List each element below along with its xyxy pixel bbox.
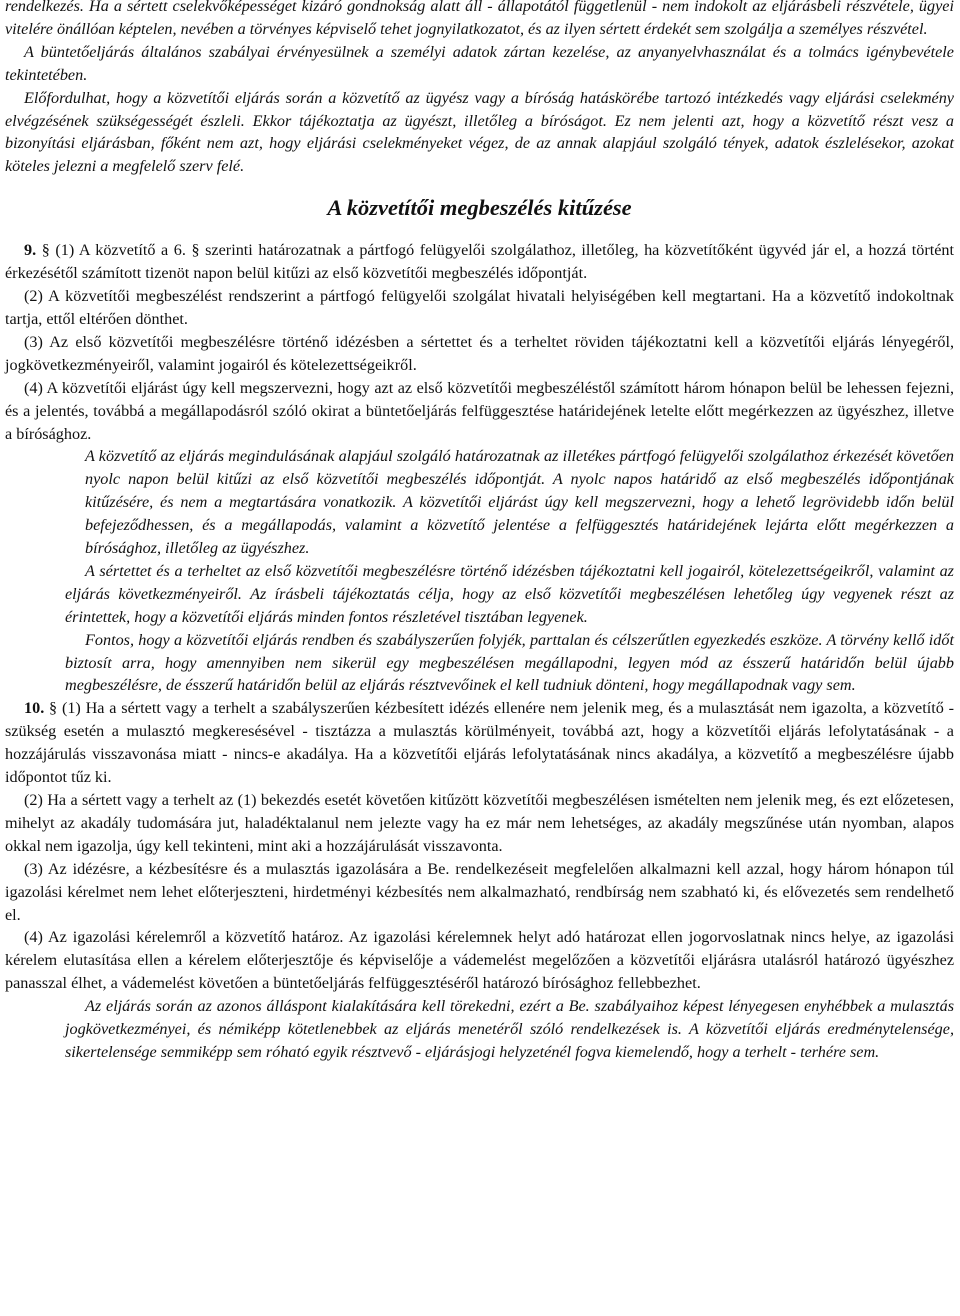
section-9-paragraph-1 xyxy=(5,239,954,285)
section-9-paragraph-4: (4) A közvetítői eljárást úgy kell megszervezni, hogy azt az első közvetítői megbeszéléstől számított három hónapon belül be lehessen fejezni, és a jelentés, továbbá a megállapodásról szóló okirat a büntetőeljárás felfüggesztése határidejének letelte előtt megérkezzen az ügyészhez, illetve a bírósághoz. xyxy=(5,378,954,443)
commentary-paragraph: Fontos, hogy a közvetítői eljárás rendben és szabályszerűen folyjék, parttalan és célszerűtlen egyezkedés eszköze. A törvény kellő időt biztosít arra, hogy amennyiben nem sikerül egy megbeszélésen megállapodni, legyen mód az ésszerű határidőn belül újabb megbeszélésre, de ésszerű határidőn belül az eljárás résztvevőinek el kell tudniuk dönteni, hogy megállapodnak vagy sem. xyxy=(65,630,954,695)
section-10-paragraph-3: (3) Az idézésre, a kézbesítésre és a mulasztás igazolására a Be. rendelkezéseit megfelelően alkalmazni kell azzal, hogy három hónapon túl igazolási kérelmet nem lehet előterjeszteni, hirdetményi kézbesítés nem alkalmazható, rendbírság nem szabható ki, és elővezetés sem rendelhető el. xyxy=(5,859,954,924)
commentary-paragraph: A sértettet és a terheltet az első közvetítői megbeszélésre történő idézésben tájékoztatni kell jogairól, kötelezettségeikről, valamint az eljárás következményeiről. Az írásbeli tájékoztatás célja, hogy az első közvetítői megbeszélésen lehetőleg úgy vegyenek részt az érintettek, hogy a közvetítői eljárás minden fontos részletével tisztában legyenek. xyxy=(65,561,954,626)
commentary-paragraph: rendelkezés. Ha a sértett cselekvőképességet kizáró gondnokság alatt áll - állapotától függetlenül - nem indokolt az eljárásbeli részvétele, ügyei vitelére önállóan képtelen, nevében a törvényes képviselő tehet jognyilatkozatot, és az ilyen sértett érdekét sem szolgálja a személyes részvétel. xyxy=(5,0,954,38)
section-9-paragraph-2: (2) A közvetítői megbeszélést rendszerint a pártfogó felügyelői szolgálat hivatali helyiségében kell megtartani. Ha a közvetítő indokoltnak tartja, ettől eltérően dönthet. xyxy=(5,287,954,328)
section-9-paragraph-3: (3) Az első közvetítői megbeszélésre történő idézésben a sértettet és a terheltet röviden tájékoztatni kell a közvetítői eljárás lényegéről, jogkövetkezményeiről, valamint jogairól és kötelezettségeikről. xyxy=(5,332,954,374)
section-number: 10. xyxy=(24,699,45,718)
section-heading: A közvetítői megbeszélés kitűzése xyxy=(327,195,632,221)
commentary-paragraph: A büntetőeljárás általános szabályai érvényesülnek a személyi adatok zártan kezelése, az anyanyelvhasználat és a tolmács igénybevétele tekintetében. xyxy=(5,42,954,84)
section-10-paragraph-2: (2) Ha a sértett vagy a terhelt az (1) bekezdés esetét követően kitűzött közvetítői megbeszélésen ismételten nem jelenik meg, és ezt előzetesen, mihelyt az akadály tudomására jut, haladéktalanul nem jelezte vagy ha ez már nem lehetséges, az akadály megszűnése után nyomban, alapos okkal nem igazolja, úgy kell tekinteni, mint aki a hozzájárulását visszavonta. xyxy=(5,791,954,855)
commentary-paragraph: Előfordulhat, hogy a közvetítői eljárás során a közvetítő az ügyész vagy a bíróság hatáskörébe tartozó intézkedés vagy eljárási cselekmény elvégzésének szükségességét észleli. Ekkor tájékoztatja az ügyészt, illetőleg a bíróságot. Ez nem jelenti azt, hogy a közvetítő részt vesz a bizonyítási eljárásban, főként nem azt, hogy eljárási cselekményeket végez, de az annak alapjául szolgáló tények, adatok észlelésekor, azokat köteles jelezni a megfelelő szerv felé. xyxy=(5,88,954,176)
commentary-paragraph: A közvetítő az eljárás megindulásának alapjául szolgáló határozatnak az illetékes pártfogó felügyelői szolgálathoz érkezését követően nyolc napon belül kitűzi az első közvetítői megbeszélés időpontját. A nyolc napos határidő az első megbeszélés időpontjának kitűzésére, és nem a megtartására vonatkozik. A közvetítői eljárást úgy kell megszervezni, hogy a lehető legrövidebb időn belül befejeződhessen, és a megállapodás, valamint a közvetítő jelentése a felfüggesztés határidejének lejárta előtt megérkezzen a bírósághoz, illetőleg az ügyészhez. xyxy=(85,447,954,558)
section-number: 9. xyxy=(24,241,37,260)
section-text: § (1) Ha a sértett vagy a terhelt a szabályszerűen kézbesített idézés ellenére nem jelenik meg, és a mulasztását nem igazolta, a közvetítő - szükség esetén a mulasztó megkeresésével - tisztázza a mulasztás körülményeit, továbbá azt, hogy a közvetítői eljárás lefolytatásának - a hozzájárulás visszavonása miatt - nincs-e akadálya. Ha a közvetítői eljárás lefolytatásának nincs akadálya, a közvetítő a megbeszélésre újabb időpontot tűz ki. xyxy=(5,699,954,787)
section-10-paragraph-4: (4) Az igazolási kérelemről a közvetítő határoz. Az igazolási kérelemnek helyt adó határozat ellen jogorvoslatnak nincs helye, az igazolási kérelem elutasítása ellen a kérelem előterjesztője és képviselője a vádemelést megelőzően a közvetítői eljárásra utalásról határozó ügyészhez panasszal élhet, a vádemelést követően a büntetőeljárás felfüggesztéséről határozó bírósághoz fellebbezhet. xyxy=(5,928,954,993)
section-text: § (1) A közvetítő a 6. § szerinti határozatnak a pártfogó felügyelői szolgálathoz, illetőleg, ha közvetítőként ügyvéd jár el, a hozzá történt érkezésétől számított tizenöt napon belül kitűzi az első közvetítői megbeszélés időpontját. xyxy=(5,241,954,283)
commentary-paragraph: Az eljárás során az azonos álláspont kialakítására kell törekedni, ezért a Be. szabályaihoz képest lényegesen enyhébbek a mulasztás jogkövetkezményei, és némiképp kötetlenebbek az eljárás menetéről szóló rendelkezések is. A közvetítői eljárás eredménytelensége, sikertelensége semmiképp sem róható egyik résztvevő - eljárásjogi helyzeténél fogva kiemelendő, hogy a terhelt - terhére sem. xyxy=(65,997,954,1061)
section-10-paragraph-1 xyxy=(5,697,954,789)
